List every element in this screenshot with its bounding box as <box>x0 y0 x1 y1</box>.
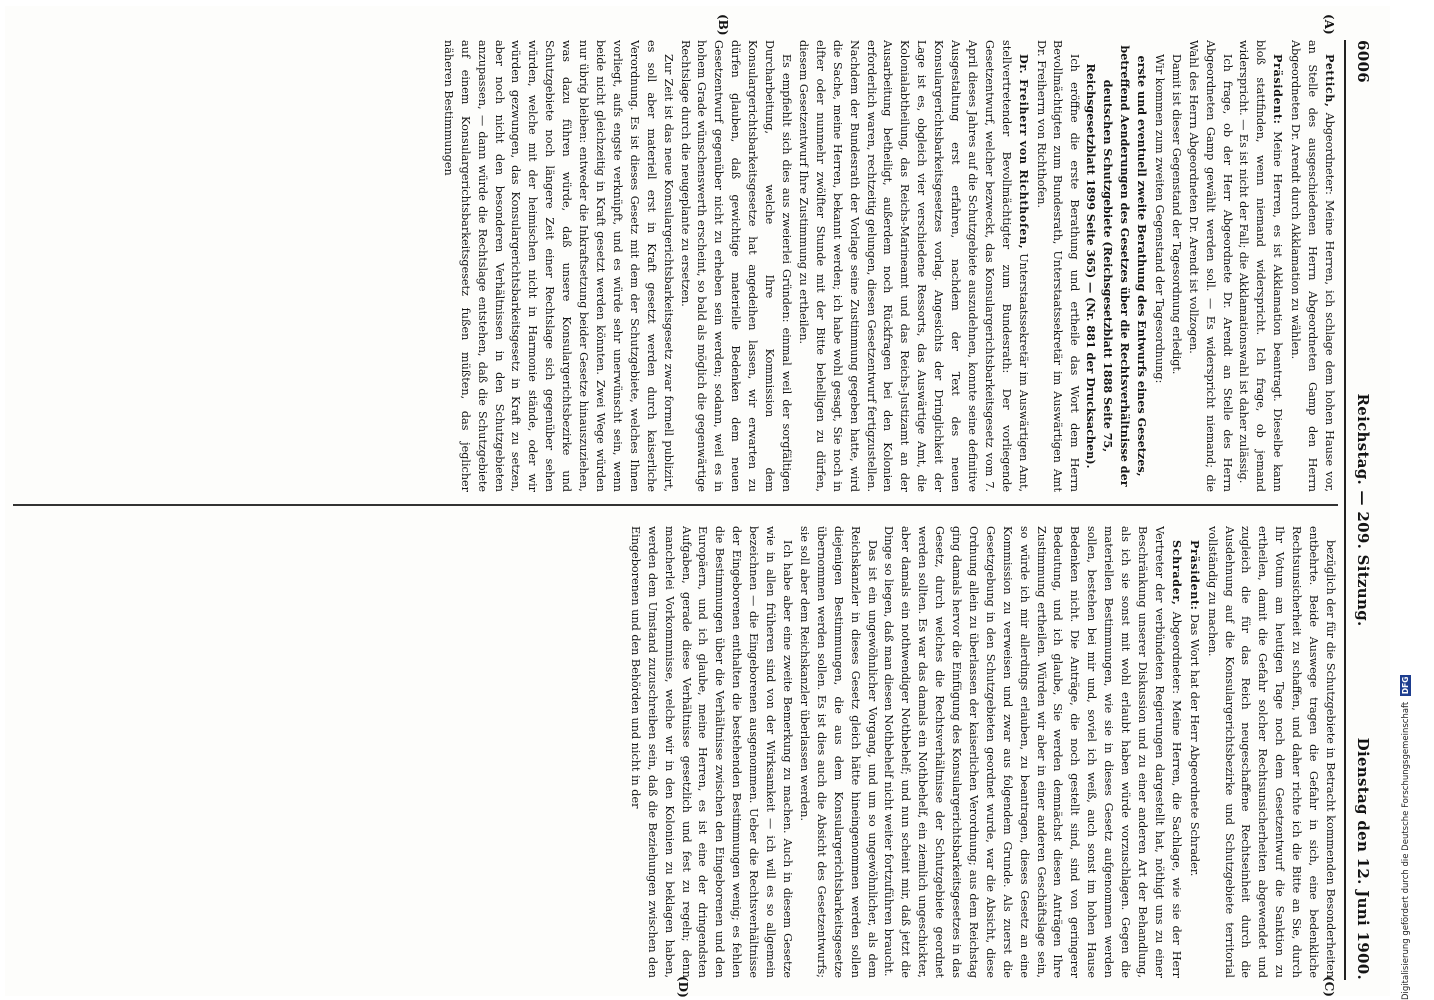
paragraph <box>1286 40 1338 492</box>
digitization-credit <box>1400 675 1411 1000</box>
speaker-name: Präsident: <box>1187 540 1202 611</box>
paragraph-text: Zur Zeit ist das neue Konsulargerichtsbarkeitsgesetz zwar formell publizirt, es soll aber materiell erst in Kraft gesetzt werden durch kaiserliche Verordnung. Es ist dieses Gesetz mit dem der Schutzgebiete, welches Ihnen vorliegt, aufs engste verknüpft, und es würde sehr unerwünscht sein, wenn beide nicht gleichzeitig in Kraft gesetzt werden könnten. Zwei Wege würden nur übrig bleiben: entweder die Inkraftsetzung beider Gesetze hinauszuziehen, was dazu führen würde, daß unsere Konsulargerichtsbezirke und Schutzgebiete noch längere Zeit einer Rechtslage sich gegenüber sehen würden, welche mit der heimischen nicht in Harmonie stände, oder wir würden gezwungen, das Konsulargerichtsbarkeitsgesetz in Kraft zu setzen, aber noch nicht den besonderen Verhältnissen in den Schutzgebieten anzupassen, — dann würde die Rechtslage entstehen, daß die Schutzgebiete auf einem Konsulargerichtsbarkeitsgesetz fußen müßten, das jeglicher näheren Bestimmungen <box>441 40 675 492</box>
paragraph <box>1167 40 1184 492</box>
paragraph <box>794 40 1032 492</box>
paragraph <box>1203 526 1338 978</box>
paragraph <box>795 526 880 978</box>
paragraph-text: Ich eröffne die erste Berathung und ertheile das Wort dem Herrn Bevollmächtigten zum Bundesrath, Unterstaatssekretär im Auswärtigen Amt Dr. Freiherrn von Richthofen. <box>1034 40 1082 492</box>
paragraph <box>626 526 795 978</box>
credit-text: Digitalisierung gefördert durch die Deutsche Forschungsgemeinschaft <box>1401 701 1411 1000</box>
paragraph-text: Wir kommen zum zweiten Gegenstand der Tagesordnung: <box>1152 54 1166 384</box>
scanned-page <box>5 6 1390 996</box>
paragraph-text: erste und eventuell zweite Berathung des Entwurfs eines Gesetzes, betreffend Aenderungen des Gesetzes über die Rechtsverhältnisse der deutschen Schutzgebiete (Reichsgesetzblatt 1888 Seite 75, Reichsgesetzblatt 1899 Seite 365) — (Nr. 881 der Drucksachen). <box>1084 45 1150 487</box>
speaker-name: Präsident: <box>1271 54 1286 125</box>
column-divider <box>13 504 1338 506</box>
page-header <box>1346 40 1380 980</box>
speaker-name: Dr. Freiherr von Richthofen, <box>1016 54 1031 250</box>
paragraph <box>1235 40 1287 492</box>
paragraph <box>1184 40 1235 492</box>
margin-mark-a: (A) <box>1322 14 1336 35</box>
paragraph <box>880 526 1185 978</box>
paragraph-text: bezüglich der für die Schutzgebiete in Betracht kommenden Besonderheiten entbehrte. Beide Auswege tragen die Gefahr in sich, eine bedenkliche Rechtsunsicherheit zu schaffen, und daher richte ich die Bitte an Sie, durch Ihr Votum am heutigen Tage noch dem Gesetzentwurf die Sanktion zu ertheilen, damit die Gefahr solcher Rechtsunsicherheiten abgewendet und zugleich die für das Reich neugeschaffene Rechtseinheit durch die Ausdehnung auf die Konsulargerichtsbezirke und Schutzgebiete territorial vollständig zu machen. <box>1205 526 1337 978</box>
speaker-name: Schrader, <box>1169 540 1184 606</box>
paragraph-text: Meine Herren, es ist Akklamation beantragt. Dieselbe kann bloß stattfinden, wenn niemand widerspricht. Ich frage, ob jemand widerspricht. — Es ist nicht der Fall; die Akklamationswahl ist daher zulässig. <box>1237 40 1285 492</box>
paragraph-text: Ich habe aber eine zweite Bemerkung zu machen. Auch in diesem Gesetze wie in allen früheren sind von der Wirksamkeit — ich will es so allgemein bezeichnen — die Eingeborenen ausgenommen. Ueber die Rechtsverhältnisse der Eingeborenen enthalten die bestehenden Bestimmungen wenig; es fehlen die Bestimmungen über die Verhältnisse zwischen den Eingeborenen und den Europäern, und ich glaube, meine Herren, es ist eine der dringendsten Aufgaben, gerade diese Verhältnisse gesetzlich und fest zu regeln; denn mancherlei Vorkommnisse, welche wir in den Kolonien zu beklagen haben, werden dem Umstand zuzuschreiben sein, daß die Beziehungen zwischen den Eingeborenen und den Behörden und nicht in der <box>628 526 794 978</box>
paragraph-text: Abgeordneter: Meine Herren, die Sachlage, wie sie der Herr Vertreter der verbündeten Regierungen dargestellt hat, nöthigt uns zu einer Beschränkung unserer Diskussion und zu einer anderen Art der Behandlung, als ich sie sonst mit wohl erlaubt haben würde vorzuschlagen. Gegen die materiellen Bestimmungen, wie sie in dieses Gesetz aufgenommen werden sollen, bestehen bei mir und, soviel ich weiß, auch sonst im hohen Hause Bedenken nicht. Die Anträge, die noch gestellt sind, sind von geringerer Bedeutung, und ich glaube, Sie werden demnächst diesen Anträgen Ihre Zustimmung ertheilen. Würden wir aber in einer anderen Geschäftslage sein, so würde ich mir allerdings erlauben, zu beantragen, dieses Gesetz an eine Kommission zu verweisen und zwar aus folgendem Grunde. Als zuerst die Gesetzgebung in den Schutzgebieten geordnet wurde, war die Absicht, diese Ordnung allein zu überlassen der kaiserlichen Verordnung; aus dem Reichstag ging damals hervor die Einfügung des Konsulargerichtsbarkeitsgesetzes in das Gesetz, durch welches die Rechtsverhältnisse der Schutzgebiete geordnet werden sollten. Es war das damals ein Nothbehelf, ein ziemlich ungeschickter, aber damals ein nothwendiger Nothbehelf; und nun scheint mir, daß jetzt die Dinge so liegen, daß man diesen Nothbehelf nicht weiter fortzuführen braucht. <box>882 526 1183 978</box>
paragraph-text: Unterstaatssekretär im Auswärtigen Amt, stellvertretender Bevollmächtigter zum Bundesrath: Der vorliegende Gesetzentwurf, welcher bezweckt, das Konsulargerichtsbarkeitsgesetz vom 7. April dieses Jahres auf die Schutzgebiete auszudehnen, konnte seine definitive Ausgestaltung erst erfahren, nachdem der Text des neuen Konsulargerichtsbarkeitsgesetzes vorlag. Angesichts der Dringlichkeit der Lage ist es, obgleich vier verschiedene Ressorts, das Auswärtige Amt, die Kolonialabtheilung, das Reichs-Marineamt und das Reichs-Justizamt an der Ausarbeitung betheiligt, außerdem noch Rückfragen bei den Kolonien erforderlich waren, rechtzeitig gelungen, diesen Gesetzentwurf fertigzustellen. Nachdem der Bundesrath der Vorlage seine Zustimmung gegeben hatte, wird die Sache, meine Herren, bekannt werden; ich habe wohl gesagt, Sie noch in elfter oder nunmehr zwölfter Stunde mit der Bitte behelligen zu dürfen, diesem Gesetzentwurf Ihre Zustimmung zu ertheilen. <box>796 40 1030 492</box>
header-rule <box>1344 40 1346 980</box>
margin-mark-d: (D) <box>676 976 690 998</box>
paragraph-text: Ich frage, ob der Herr Abgeordnete Dr. Arendt an Stelle des Herrn Abgeordneten Gamp gewählt werden soll. — Es widerspricht niemand; die Wahl des Herrn Abgeordneten Dr. Arendt ist vollzogen. <box>1186 40 1234 492</box>
paragraph-text: Damit ist dieser Gegenstand der Tagesordnung erledigt. <box>1169 54 1183 375</box>
dfg-logo: DFG <box>1401 676 1410 695</box>
speaker-name: Pettich, <box>1323 54 1337 108</box>
paragraph-text: Das Wort hat der Herr Abgeordnete Schrader. <box>1187 614 1201 877</box>
margin-mark-b: (B) <box>716 14 730 36</box>
page-number: 6006 <box>1354 40 1372 83</box>
margin-mark-c: (C) <box>1322 976 1336 997</box>
paragraph-text: Das ist ein ungewöhnlicher Vorgang, und um so ungewöhnlicher, als dem Reichskanzler in dieses Gesetz gleich hätte hineingenommen werden sollen diejenigen Bestimmungen, die aus dem Konsulargerichtsbarkeitsgesetze übernommen werden sollen. Es ist dies auch die Absicht des Gesetzentwurfs; sie soll aber dem Reichskanzler überlassen werden. <box>797 526 879 978</box>
running-title: Reichstag. — 209. Sitzung. <box>1354 393 1372 627</box>
paragraph <box>676 40 794 492</box>
paragraph <box>1032 40 1083 492</box>
paragraph-text: Abgeordneter: Meine Herren, ich schlage dem hohen Hause vor, an Stelle des ausgeschiedenen Herrn Abgeordneten Gamp den Herrn Abgeordneten Dr. Arendt durch Akklamation zu wählen. <box>1289 40 1336 492</box>
session-date: Dienstag den 12. Juni 1900. <box>1354 737 1372 980</box>
paragraph <box>1082 40 1150 492</box>
right-text-column <box>13 526 1338 978</box>
paragraph-text: Es empfiehlt sich dies aus zweierlei Gründen: einmal weil der sorgfältigen Durcharbeitung, welche Ihre Kommission dem Konsulargerichtsbarkeitsgesetze hat angedeihen lassen, wir erwarten zu dürfen glauben, daß gewichtige materielle Bedenken dem neuen Gesetzentwurf gegenüber nicht zu erheben sein werden; sodann, weil es in hohem Grade wünschenswerth erscheint, so bald als möglich die gegenwärtige Rechtslage durch die neugeplante zu ersetzen. <box>678 40 793 492</box>
paragraph <box>1185 526 1203 978</box>
paragraph <box>1150 40 1167 492</box>
paragraph <box>439 40 676 492</box>
left-text-column <box>13 40 1338 492</box>
